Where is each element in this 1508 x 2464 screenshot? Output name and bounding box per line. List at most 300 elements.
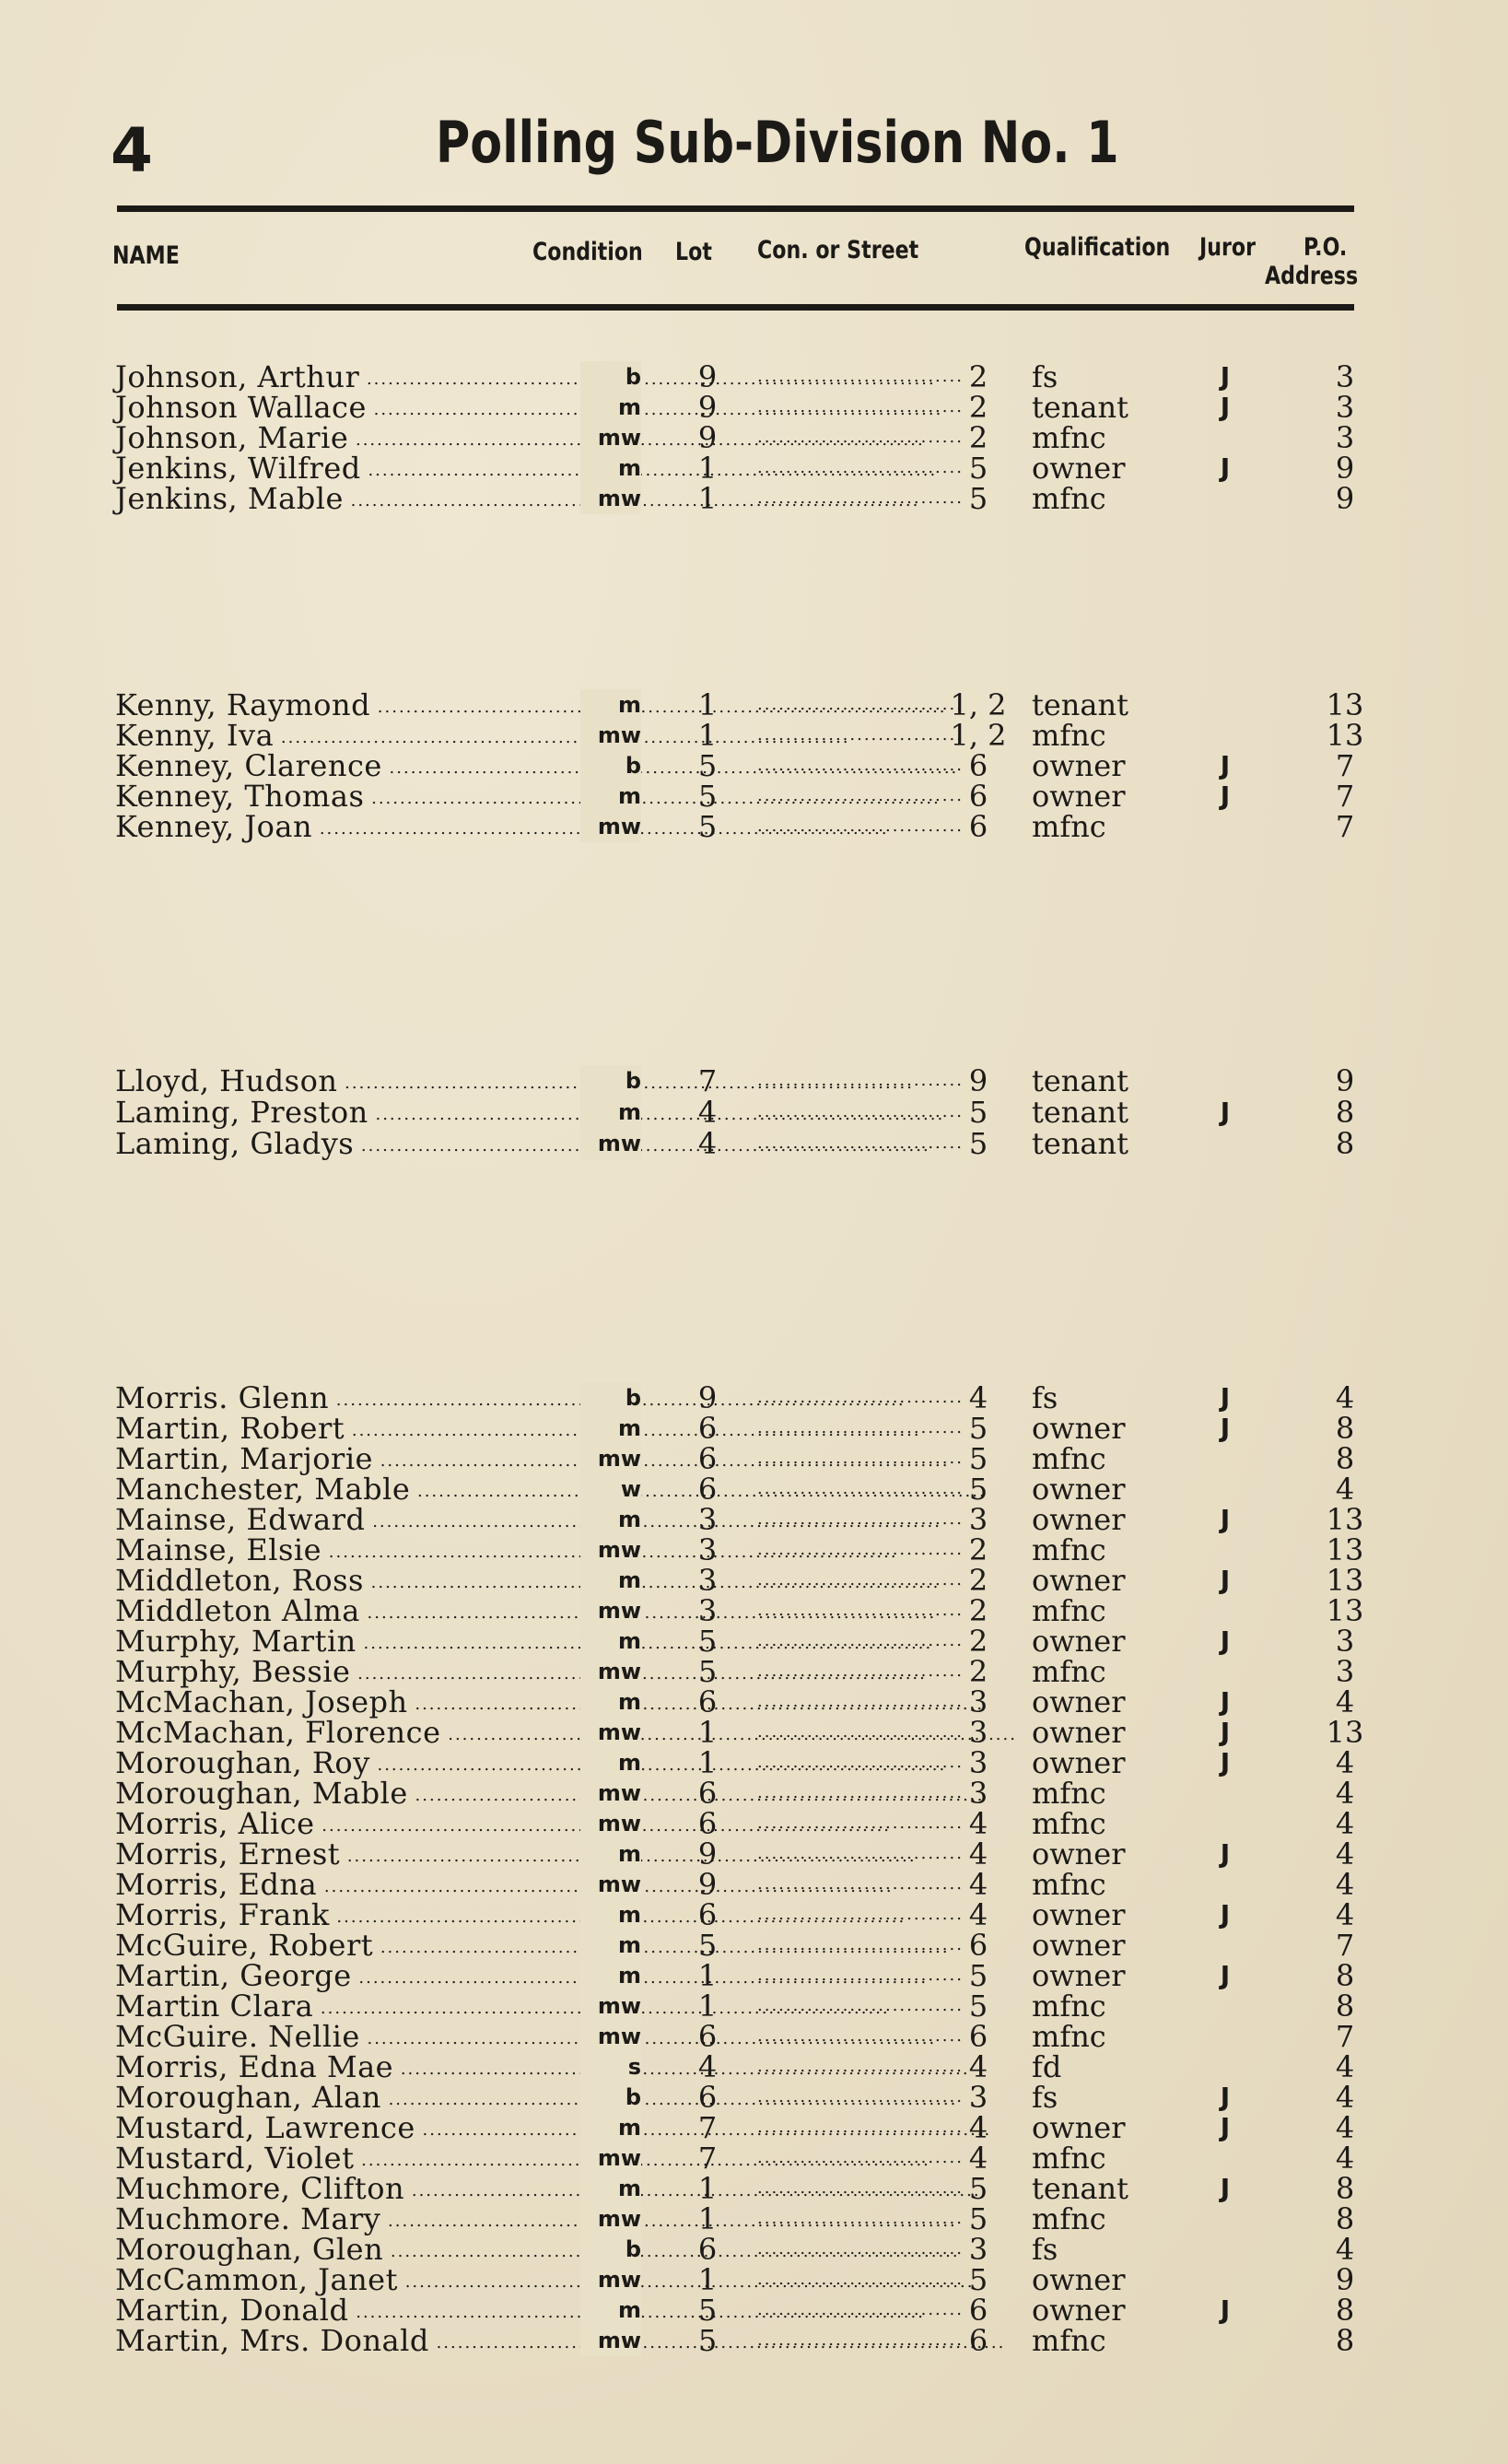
- voter-con-street: 3: [968, 1715, 988, 1750]
- voter-con-street: 4: [968, 2141, 988, 2176]
- voter-lot: 1: [697, 481, 718, 516]
- voter-row: [0, 750, 1508, 781]
- voter-name: Murphy, Bessie .....: [115, 1656, 594, 1690]
- voter-con-street: 3: [968, 2080, 988, 2115]
- voter-con-street: 1, 2: [950, 687, 1007, 722]
- voter-po-address: 3: [1335, 420, 1355, 455]
- voter-row: [0, 1869, 1508, 1900]
- voter-condition: mw: [580, 1128, 641, 1159]
- voter-po-address: 8: [1335, 2293, 1355, 2328]
- leader-dots: .............................: [757, 1905, 964, 1924]
- voter-condition: mw: [580, 1595, 641, 1626]
- voter-qualification: owner: [1032, 1411, 1126, 1446]
- leader-dots: .............................: [757, 1661, 964, 1681]
- voter-row: [0, 2173, 1508, 2204]
- voter-con-street: 5: [968, 2262, 988, 2297]
- voter-po-address: 13: [1326, 718, 1364, 753]
- voter-name: McCammon, Janet .....: [115, 2264, 594, 2298]
- voter-name: Manchester, Mable .....: [115, 1473, 594, 1508]
- leader-dots: .............................: [757, 725, 964, 745]
- voter-row: [0, 2325, 1508, 2356]
- voter-con-street: 5: [968, 1441, 988, 1476]
- leader-dots: .............................: [757, 2178, 964, 2198]
- voter-con-street: 4: [968, 1836, 988, 1871]
- voter-qualification: owner: [1032, 748, 1126, 783]
- voter-row: [0, 2234, 1508, 2265]
- voter-con-street: 5: [968, 2171, 988, 2206]
- voter-lot: 9: [697, 1836, 718, 1871]
- voter-name: Kenney, Joan .....: [115, 811, 594, 845]
- voter-row: [0, 780, 1508, 812]
- voter-lot: 9: [697, 1867, 718, 1902]
- voter-po-address: 7: [1335, 2019, 1355, 2054]
- voter-po-address: 7: [1335, 809, 1355, 844]
- voter-row: [0, 811, 1508, 842]
- voter-juror: J: [1220, 1838, 1231, 1869]
- voter-con-street: 3: [968, 1745, 988, 1780]
- voter-lot: 9: [697, 390, 718, 425]
- voter-lot: 1: [697, 2171, 718, 2206]
- voter-condition: mw: [580, 1443, 641, 1474]
- voter-lot: 9: [697, 1380, 718, 1415]
- voter-qualification: owner: [1032, 1836, 1126, 1871]
- voter-name: Murphy, Martin .....: [115, 1625, 594, 1660]
- voter-po-address: 13: [1326, 687, 1364, 722]
- leader-dots: .............................: [757, 1996, 964, 2015]
- leader-dots: .............................: [757, 2209, 964, 2228]
- voter-row: [0, 1443, 1508, 1474]
- voter-qualification: owner: [1032, 1502, 1126, 1537]
- voter-con-street: 3: [968, 1684, 988, 1719]
- voter-condition: m: [580, 1565, 641, 1596]
- voter-po-address: 9: [1335, 1063, 1355, 1098]
- voter-lot: 7: [697, 1063, 718, 1098]
- voter-qualification: mfnc: [1032, 420, 1106, 455]
- voter-po-address: 3: [1335, 359, 1355, 394]
- voter-po-address: 4: [1335, 2110, 1355, 2145]
- leader-dots: .............................: [757, 1813, 964, 1833]
- voter-qualification: owner: [1032, 2293, 1126, 2328]
- voter-row: [0, 2142, 1508, 2174]
- voter-qualification: mfnc: [1032, 1532, 1106, 1567]
- voter-qualification: owner: [1032, 1897, 1126, 1932]
- voter-name: Morris, Edna Mae .....: [115, 2051, 594, 2085]
- voter-condition: mw: [580, 1808, 641, 1839]
- voter-condition: m: [580, 1504, 641, 1535]
- voter-name: Kenny, Raymond .....: [115, 689, 594, 723]
- voter-qualification: tenant: [1032, 687, 1128, 722]
- voter-qualification: mfnc: [1032, 2019, 1106, 2054]
- voter-name: Morris, Edna .....: [115, 1869, 594, 1903]
- voter-name: Mustard, Lawrence .....: [115, 2112, 594, 2146]
- voter-con-street: 6: [968, 748, 988, 783]
- leader-dots: .............................: [757, 2087, 964, 2106]
- voter-lot: 6: [697, 1806, 718, 1841]
- voter-qualification: fd: [1032, 2049, 1062, 2084]
- voter-name: Martin, Mrs. Donald .....: [115, 2325, 594, 2359]
- voter-po-address: 3: [1335, 1624, 1355, 1659]
- voter-con-street: 2: [968, 1654, 988, 1689]
- voter-con-street: 3: [968, 1776, 988, 1811]
- voter-qualification: owner: [1032, 1745, 1126, 1780]
- voter-condition: mw: [580, 483, 641, 514]
- voter-juror: J: [1220, 750, 1231, 780]
- voter-name: Laming, Gladys .....: [115, 1128, 594, 1162]
- voter-con-street: 5: [968, 481, 988, 516]
- voter-juror: J: [1220, 452, 1231, 483]
- voter-lot: 6: [697, 2019, 718, 2054]
- leader-dots: .............................: [757, 488, 964, 508]
- voter-po-address: 13: [1326, 1715, 1364, 1750]
- voter-condition: mw: [580, 1869, 641, 1900]
- voter-con-street: 5: [968, 1989, 988, 2024]
- voter-condition: m: [580, 1899, 641, 1930]
- voter-row: [0, 1838, 1508, 1870]
- voter-qualification: fs: [1032, 1380, 1058, 1415]
- leader-dots: .............................: [757, 1631, 964, 1650]
- voter-condition: mw: [580, 422, 641, 453]
- voter-name: Moroughan, Mable .....: [115, 1778, 594, 1812]
- voter-condition: m: [580, 2294, 641, 2326]
- voter-qualification: mfnc: [1032, 1989, 1106, 2024]
- voter-lot: 6: [697, 1897, 718, 1932]
- voter-row: [0, 392, 1508, 423]
- voter-qualification: owner: [1032, 779, 1126, 814]
- voter-qualification: owner: [1032, 451, 1126, 486]
- voter-name: Kenny, Iva .....: [115, 720, 594, 754]
- voter-qualification: mfnc: [1032, 481, 1106, 516]
- voter-name: Morris, Ernest .....: [115, 1838, 594, 1872]
- voter-juror: J: [1220, 392, 1231, 422]
- voter-po-address: 8: [1335, 1411, 1355, 1446]
- voter-juror: J: [1220, 1625, 1231, 1656]
- voter-po-address: 8: [1335, 1958, 1355, 1993]
- voter-po-address: 4: [1335, 1836, 1355, 1871]
- voter-qualification: mfnc: [1032, 1867, 1106, 1902]
- voter-row: [0, 1930, 1508, 1961]
- voter-lot: 4: [697, 1095, 718, 1130]
- voter-po-address: 13: [1326, 1593, 1364, 1628]
- voter-qualification: tenant: [1032, 2171, 1128, 2206]
- voter-po-address: 4: [1335, 1684, 1355, 1719]
- header-name: NAME: [112, 241, 180, 270]
- voter-row: [0, 1625, 1508, 1657]
- voter-row: [0, 2051, 1508, 2083]
- leader-dots: .............................: [757, 1540, 964, 1559]
- voter-row: [0, 2203, 1508, 2235]
- header-qualification: Qualification: [1024, 233, 1171, 262]
- leader-dots: .............................: [757, 2148, 964, 2167]
- voter-row: [0, 2082, 1508, 2113]
- voter-lot: 1: [697, 1745, 718, 1780]
- page-number: 4: [111, 115, 154, 186]
- voter-row: [0, 1473, 1508, 1505]
- voter-condition: mw: [580, 1717, 641, 1748]
- voter-juror: J: [1220, 2082, 1231, 2112]
- voter-row: [0, 1565, 1508, 1596]
- voter-con-street: 2: [968, 390, 988, 425]
- voter-qualification: tenant: [1032, 1095, 1128, 1130]
- voter-po-address: 8: [1335, 2171, 1355, 2206]
- voter-row: [0, 1990, 1508, 2022]
- voter-po-address: 8: [1335, 1126, 1355, 1161]
- voter-con-street: 5: [968, 1958, 988, 1993]
- voter-lot: 5: [697, 1928, 718, 1963]
- voter-name: Kenney, Thomas .....: [115, 780, 594, 815]
- voter-qualification: owner: [1032, 1715, 1126, 1750]
- voter-condition: mw: [580, 811, 641, 842]
- voter-name: Moroughan, Alan .....: [115, 2082, 594, 2116]
- voter-lot: 9: [697, 420, 718, 455]
- voter-condition: mw: [580, 2142, 641, 2174]
- voter-lot: 1: [697, 1989, 718, 2024]
- voter-name: Laming, Preston .....: [115, 1097, 594, 1131]
- voter-row: [0, 483, 1508, 514]
- voter-qualification: mfnc: [1032, 2141, 1106, 2176]
- voter-lot: 1: [697, 718, 718, 753]
- voter-name: Martin, Donald .....: [115, 2294, 594, 2329]
- voter-juror: J: [1220, 1504, 1231, 1534]
- voter-row: [0, 1899, 1508, 1930]
- voter-lot: 6: [697, 2080, 718, 2115]
- voter-lot: 1: [697, 2201, 718, 2236]
- voter-lot: 3: [697, 1532, 718, 1567]
- leader-dots: .............................: [757, 2026, 964, 2046]
- voter-qualification: mfnc: [1032, 2201, 1106, 2236]
- voter-name: Mainse, Edward .....: [115, 1504, 594, 1538]
- voter-po-address: 9: [1335, 451, 1355, 486]
- voter-juror: J: [1220, 1686, 1231, 1717]
- voter-condition: m: [580, 689, 641, 721]
- voter-qualification: owner: [1032, 2262, 1126, 2297]
- page-title: Polling Sub-Division No. 1: [436, 109, 1119, 176]
- voter-row: [0, 1595, 1508, 1626]
- leader-dots: .............................: [757, 1133, 964, 1153]
- voter-lot: 4: [697, 2049, 718, 2084]
- voter-condition: mw: [580, 720, 641, 751]
- voter-lot: 5: [697, 2293, 718, 2328]
- voter-qualification: mfnc: [1032, 1441, 1106, 1476]
- leader-dots: .............................: [757, 1844, 964, 1863]
- voter-lot: 6: [697, 1472, 718, 1507]
- voter-po-address: 4: [1335, 1867, 1355, 1902]
- voter-name: Martin Clara .....: [115, 1990, 594, 2024]
- voter-po-address: 4: [1335, 2080, 1355, 2115]
- voter-con-street: 2: [968, 359, 988, 394]
- voter-row: [0, 689, 1508, 721]
- leader-dots: .............................: [757, 2300, 964, 2319]
- voter-lot: 4: [697, 1126, 718, 1161]
- leader-dots: .............................: [757, 695, 964, 714]
- voter-condition: m: [580, 1747, 641, 1778]
- leader-dots: .............................: [757, 1570, 964, 1590]
- voter-condition: m: [580, 1686, 641, 1718]
- voter-lot: 5: [697, 1654, 718, 1689]
- voter-con-street: 4: [968, 1867, 988, 1902]
- voter-po-address: 8: [1335, 2323, 1355, 2358]
- voter-name: Johnson, Marie .....: [115, 422, 594, 456]
- voter-row: [0, 422, 1508, 453]
- voter-condition: m: [580, 452, 641, 484]
- voter-condition: m: [580, 1960, 641, 1991]
- voter-qualification: tenant: [1032, 1063, 1128, 1098]
- voter-con-street: 3: [968, 2232, 988, 2267]
- header-po: P.O.: [1303, 233, 1348, 262]
- voter-po-address: 8: [1335, 1441, 1355, 1476]
- voter-qualification: fs: [1032, 2232, 1058, 2267]
- voter-condition: mw: [580, 1656, 641, 1687]
- voter-qualification: mfnc: [1032, 2323, 1106, 2358]
- voter-po-address: 3: [1335, 1654, 1355, 1689]
- voter-name: Morris. Glenn .....: [115, 1382, 594, 1416]
- voter-lot: 5: [697, 2323, 718, 2358]
- voter-qualification: tenant: [1032, 390, 1128, 425]
- voter-condition: m: [580, 2173, 641, 2204]
- voter-name: Muchmore. Mary .....: [115, 2203, 594, 2237]
- leader-dots: .............................: [757, 428, 964, 447]
- voter-row: [0, 1382, 1508, 1414]
- voter-condition: mw: [580, 2325, 641, 2356]
- voter-po-address: 13: [1326, 1502, 1364, 1537]
- voter-condition: m: [580, 2112, 641, 2143]
- voter-name: Middleton Alma .....: [115, 1595, 594, 1629]
- voter-qualification: mfnc: [1032, 1593, 1106, 1628]
- voter-con-street: 4: [968, 1897, 988, 1932]
- voter-condition: mw: [580, 1990, 641, 2022]
- voter-qualification: owner: [1032, 1624, 1126, 1659]
- voter-qualification: owner: [1032, 1563, 1126, 1598]
- voter-condition: b: [580, 361, 641, 393]
- voter-condition: mw: [580, 2203, 641, 2235]
- voter-lot: 1: [697, 1958, 718, 1993]
- leader-dots: .............................: [757, 1479, 964, 1498]
- voter-name: Morris, Frank .....: [115, 1899, 594, 1933]
- leader-dots: .............................: [757, 1935, 964, 1954]
- voter-con-street: 5: [968, 1095, 988, 1130]
- voter-con-street: 2: [968, 420, 988, 455]
- voter-lot: 6: [697, 1441, 718, 1476]
- leader-dots: .............................: [757, 1874, 964, 1894]
- voter-juror: J: [1220, 361, 1231, 392]
- voter-juror: J: [1220, 2173, 1231, 2203]
- voter-row: [0, 452, 1508, 484]
- voter-po-address: 7: [1335, 748, 1355, 783]
- voter-con-street: 4: [968, 2049, 988, 2084]
- header-condition: Condition: [532, 238, 643, 266]
- voter-row: [0, 1504, 1508, 1535]
- voter-con-street: 3: [968, 1502, 988, 1537]
- voter-po-address: 4: [1335, 2049, 1355, 2084]
- leader-dots: .............................: [757, 367, 964, 386]
- voter-qualification: owner: [1032, 1684, 1126, 1719]
- voter-row: [0, 361, 1508, 393]
- voter-condition: m: [580, 1930, 641, 1961]
- voter-lot: 9: [697, 359, 718, 394]
- voter-juror: J: [1220, 2294, 1231, 2325]
- voter-po-address: 4: [1335, 1776, 1355, 1811]
- voter-name: McMachan, Joseph .....: [115, 1686, 594, 1720]
- leader-dots: .............................: [757, 816, 964, 836]
- voter-po-address: 13: [1326, 1532, 1364, 1567]
- voter-qualification: tenant: [1032, 1126, 1128, 1161]
- voter-con-street: 6: [968, 2323, 988, 2358]
- voter-row: [0, 2294, 1508, 2326]
- voter-qualification: mfnc: [1032, 1776, 1106, 1811]
- voter-name: McGuire. Nellie .....: [115, 2021, 594, 2055]
- voter-lot: 6: [697, 2232, 718, 2267]
- voter-row: [0, 1065, 1508, 1097]
- voter-condition: w: [580, 1473, 641, 1505]
- voter-qualification: mfnc: [1032, 718, 1106, 753]
- voter-con-street: 2: [968, 1624, 988, 1659]
- leader-dots: .............................: [757, 1722, 964, 1742]
- leader-dots: .............................: [757, 2239, 964, 2259]
- leader-dots: .............................: [757, 1965, 964, 1985]
- voter-po-address: 8: [1335, 1095, 1355, 1130]
- voter-po-address: 13: [1326, 1563, 1364, 1598]
- voter-juror: J: [1220, 2112, 1231, 2142]
- voter-lot: 7: [697, 2110, 718, 2145]
- voter-row: [0, 1656, 1508, 1687]
- voter-condition: mw: [580, 1778, 641, 1809]
- voter-name: Mainse, Elsie .....: [115, 1534, 594, 1568]
- voter-con-street: 9: [968, 1063, 988, 1098]
- voter-name: Mustard, Violet .....: [115, 2142, 594, 2177]
- leader-dots: .............................: [757, 1418, 964, 1437]
- voter-juror: J: [1220, 1565, 1231, 1595]
- voter-juror: J: [1220, 780, 1231, 811]
- header-address: Address: [1265, 262, 1359, 290]
- voter-qualification: mfnc: [1032, 1654, 1106, 1689]
- voter-juror: J: [1220, 1717, 1231, 1747]
- voter-po-address: 8: [1335, 1989, 1355, 2024]
- voter-name: McGuire, Robert .....: [115, 1930, 594, 1964]
- voter-qualification: mfnc: [1032, 809, 1106, 844]
- voter-lot: 5: [697, 779, 718, 814]
- header-con-street: Con. or Street: [757, 236, 919, 264]
- voter-po-address: 4: [1335, 1745, 1355, 1780]
- leader-dots: .............................: [757, 786, 964, 805]
- voter-po-address: 9: [1335, 2262, 1355, 2297]
- voter-con-street: 5: [968, 1126, 988, 1161]
- voter-row: [0, 1413, 1508, 1444]
- voter-lot: 6: [697, 1684, 718, 1719]
- leader-dots: .............................: [757, 1753, 964, 1772]
- voter-qualification: owner: [1032, 2110, 1126, 2145]
- voter-con-street: 5: [968, 2201, 988, 2236]
- voter-condition: s: [580, 2051, 641, 2083]
- voter-lot: 6: [697, 1776, 718, 1811]
- leader-dots: .............................: [757, 458, 964, 477]
- voter-con-street: 2: [968, 1593, 988, 1628]
- voter-row: [0, 720, 1508, 751]
- voter-condition: mw: [580, 2264, 641, 2295]
- leader-dots: .............................: [757, 2057, 964, 2076]
- voter-con-street: 2: [968, 1563, 988, 1598]
- leader-dots: .............................: [757, 1102, 964, 1121]
- voter-qualification: mfnc: [1032, 1806, 1106, 1841]
- leader-dots: .............................: [757, 1692, 964, 1711]
- voter-row: [0, 2112, 1508, 2143]
- voter-condition: m: [580, 1097, 641, 1128]
- voter-con-street: 6: [968, 809, 988, 844]
- voter-juror: J: [1220, 1413, 1231, 1443]
- leader-dots: .............................: [757, 1509, 964, 1529]
- voter-lot: 5: [697, 809, 718, 844]
- voter-po-address: 4: [1335, 1806, 1355, 1841]
- voter-condition: b: [580, 2234, 641, 2265]
- voter-condition: b: [580, 2082, 641, 2113]
